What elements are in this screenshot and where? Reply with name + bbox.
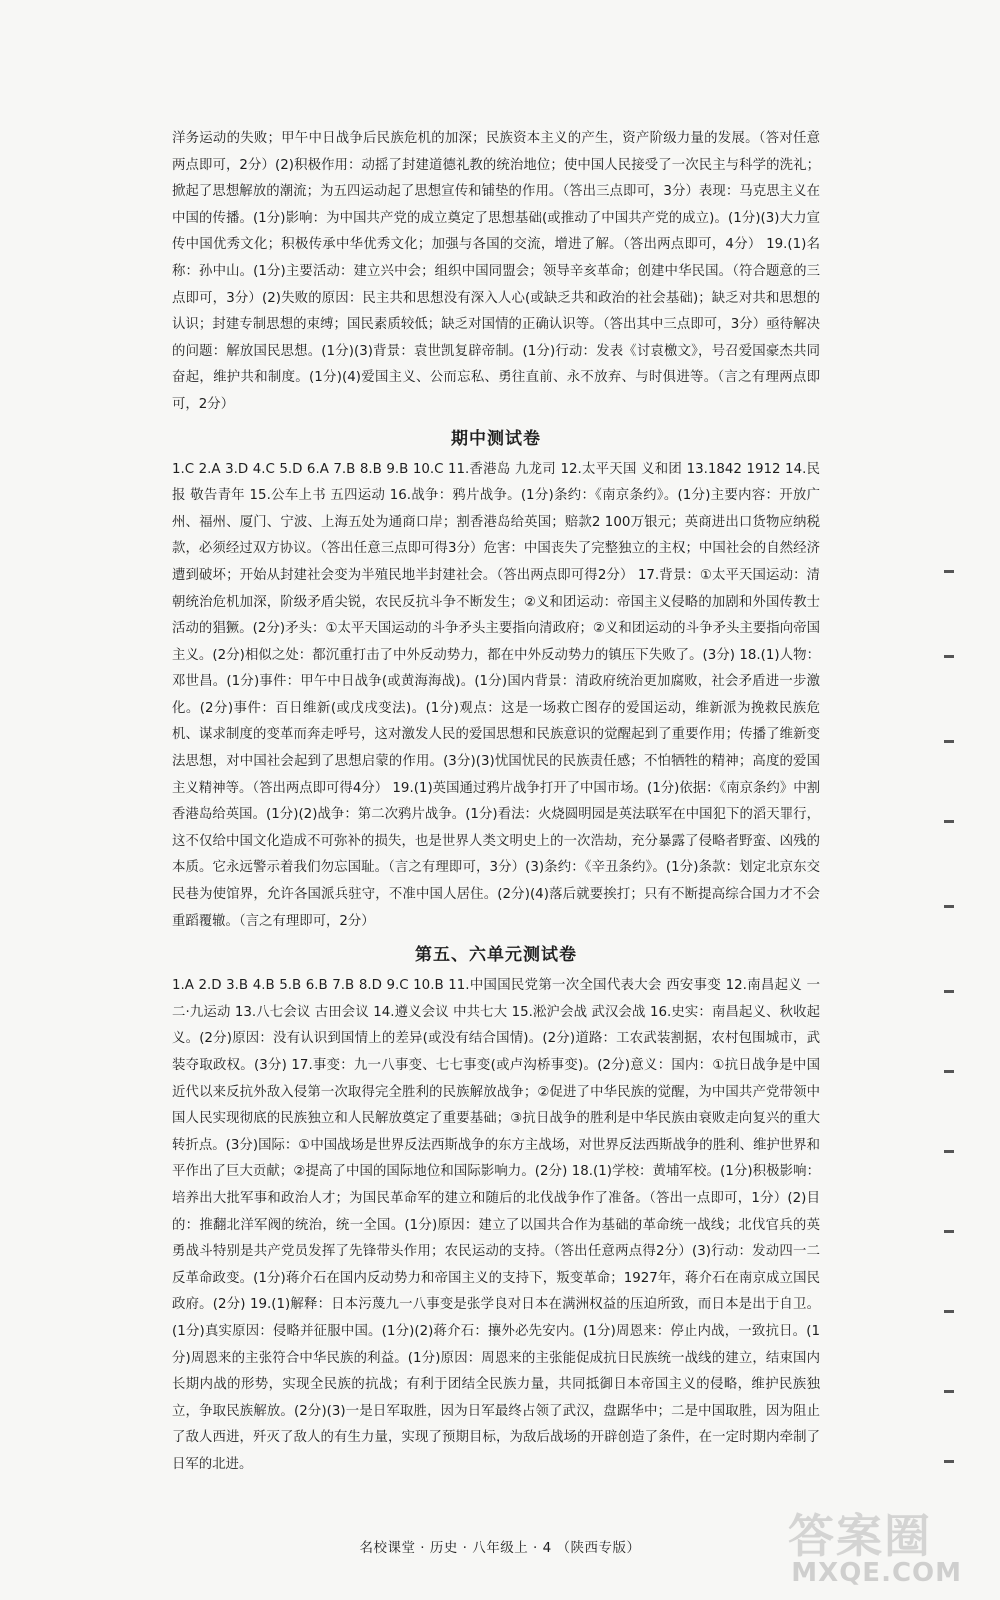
paragraph-midterm-answers: 1.C 2.A 3.D 4.C 5.D 6.A 7.B 8.B 9.B 10.C 11.香港岛 九龙司 12.太平天国 义和团 13.1842 1912 14.民报 敬告青年 15.公车上书 五四运动 16.战争：鸦片战争。(1分)条约：《南京条约》。(1分)主要内容：开放广州、福州、厦门、宁波、上海五处为通商口岸；割香港岛给英国；赔款2 100万银元；英商进出口货物应纳税款，必须经过双方协议。（答出任意三点即可得3分）危害：中国丧失了完整独立的主权；中国社会的自然经济遭到破坏；开始从封建社会变为半殖民地半封建社会。（答出两点即可得2分） 17.背景：①太平天国运动：清朝统治危机加深，阶级矛盾尖锐，农民反抗斗争不断发生；②义和团运动：帝国主义侵略的加剧和外国传教士活动的猖獗。(2分)矛头：①太平天国运动的斗争矛头主要指向清政府；②义和团运动的斗争矛头主要指向帝国主义。(2分)相似之处：都沉重打击了中外反动势力，都在中外反动势力的镇压下失败了。(3分) 18.(1)人物：邓世昌。(1分)事件：甲午中日战争(或黄海海战)。(1分)国内背景：清政府统治更加腐败，社会矛盾进一步激化。(2分)事件：百日维新(或戊戌变法)。(1分)观点：这是一场救亡图存的爱国运动，维新派为挽救民族危机、谋求制度的变革而奔走呼号，这对激发人民的爱国思想和民族意识的觉醒起到了重要作用；传播了维新变法思想，对中国社会起到了思想启蒙的作用。(3分)(3)忧国忧民的民族责任感；不怕牺牲的精神；高度的爱国主义精神等。（答出两点即可得4分） 19.(1)英国通过鸦片战争打开了中国市场。(1分)依据：《南京条约》中割香港岛给英国。(1分)(2)战争：第二次鸦片战争。(1分)看法：火烧圆明园是英法联军在中国犯下的滔天罪行，这不仅给中国文化造成不可弥补的损失，也是世界人类文明史上的一次浩劫，充分暴露了侵略者野蛮、凶残的本质。它永远警示着我们勿忘国耻。（言之有理即可，3分）(3)条约：《辛丑条约》。(1分)条款：划定北京东交民巷为使馆界，允许各国派兵驻守，不准中国人居住。(2分)(4)落后就要挨打；只有不断提高综合国力才不会重蹈覆辙。（言之有理即可，2分） [172, 461, 820, 929]
paragraph-unit-5-6-answers: 1.A 2.D 3.B 4.B 5.B 6.B 7.B 8.D 9.C 10.B 11.中国国民党第一次全国代表大会 西安事变 12.南昌起义 一二·九运动 13.八七会议 古田会议 14.遵义会议 中共七大 15.淞沪会战 武汉会战 16.史实：南昌起义、秋收起义。(2分)原因：没有认识到国情上的差异(或没有结合国情)。(2分)道路：工农武装割据，农村包围城市，武装夺取政权。(3分) 17.事变：九一八事变、七七事变(或卢沟桥事变)。(2分)意义：国内：①抗日战争是中国近代以来反抗外敌入侵第一次取得完全胜利的民族解放战争；②促进了中华民族的觉醒，为中国共产党带领中国人民实现彻底的民族独立和人民解放奠定了重要基础；③抗日战争的胜利是中华民族由衰败走向复兴的重大转折点。(3分)国际：①中国战场是世界反法西斯战争的东方主战场，对世界反法西斯战争的胜利、维护世界和平作出了巨大贡献；②提高了中国的国际地位和国际影响力。(2分) 18.(1)学校：黄埔军校。(1分)积极影响：培养出大批军事和政治人才；为国民革命军的建立和随后的北伐战争作了准备。（答出一点即可，1分）(2)目的：推翻北洋军阀的统治，统一全国。(1分)原因：建立了以国共合作为基础的革命统一战线；北伐官兵的英勇战斗特别是共产党员发挥了先锋带头作用；农民运动的支持。（答出任意两点得2分）(3)行动：发动四一二反革命政变。(1分)蒋介石在国内反动势力和帝国主义的支持下，叛变革命；1927年，蒋介石在南京成立国民政府。(2分) 19.(1)解释：日本污蔑九一八事变是张学良对日本在满洲权益的压迫所致，而日本是出于自卫。(1分)真实原因：侵略并征服中国。(1分)(2)蒋介石：攘外必先安内。(1分)周恩来：停止内战，一致抗日。(1分)周恩来的主张符合中华民族的利益。(1分)原因：周恩来的主张能促成抗日民族统一战线的建立，结束国内长期内战的形势，实现全民族的抗战；有利于团结全民族力量，共同抵御日本帝国主义的侵略，维护民族独立，争取民族解放。(2分)(3)一是日军取胜，因为日军最终占领了武汉，盘踞华中；二是中国取胜，因为阻止了敌人西进，歼灭了敌人的有生力量，实现了预期目标，为敌后战场的开辟创造了条件，在一定时期内牵制了日军的北进。 [172, 978, 820, 1472]
page-edge-marks [944, 560, 958, 1500]
answer-page [172, 126, 820, 1479]
paragraph-continued-answers: 洋务运动的失败；甲午中日战争后民族危机的加深；民族资本主义的产生，资产阶级力量的发展。（答对任意两点即可，2分）(2)积极作用：动摇了封建道德礼教的统治地位；使中国人民接受了一次民主与科学的洗礼；掀起了思想解放的潮流；为五四运动起了思想宣传和铺垫的作用。（答出三点即可，3分）表现：马克思主义在中国的传播。(1分)影响：为中国共产党的成立奠定了思想基础(或推动了中国共产党的成立)。(1分)(3)大力宣传中国优秀文化；积极传承中华优秀文化；加强与各国的交流，增进了解。（答出两点即可，4分） 19.(1)名称：孙中山。(1分)主要活动：建立兴中会；组织中国同盟会；领导辛亥革命；创建中华民国。（符合题意的三点即可，3分）(2)失败的原因：民主共和思想没有深入人心(或缺乏共和政治的社会基础)；缺乏对共和思想的认识；封建专制思想的束缚；国民素质较低；缺乏对国情的正确认识等。（答出其中三点即可，3分）亟待解决的问题：解放国民思想。(1分)(3)背景：袁世凯复辟帝制。(1分)行动：发表《讨袁檄文》，号召爱国豪杰共同奋起，维护共和制度。(1分)(4)爱国主义、公而忘私、勇往直前、永不放弃、与时俱进等。（言之有理两点即可，2分） [172, 131, 820, 412]
section-title-midterm: 期中测试卷 [451, 428, 541, 449]
watermark-logo [772, 1500, 992, 1592]
watermark-text: 答案圈 [788, 1509, 932, 1563]
page-footer: 名校课堂 · 历史 · 八年级上 · 4 （陕西专版） [359, 1540, 641, 1556]
watermark-url: MXQE.COM [791, 1558, 962, 1588]
section-title-unit-5-6: 第五、六单元测试卷 [415, 945, 577, 966]
